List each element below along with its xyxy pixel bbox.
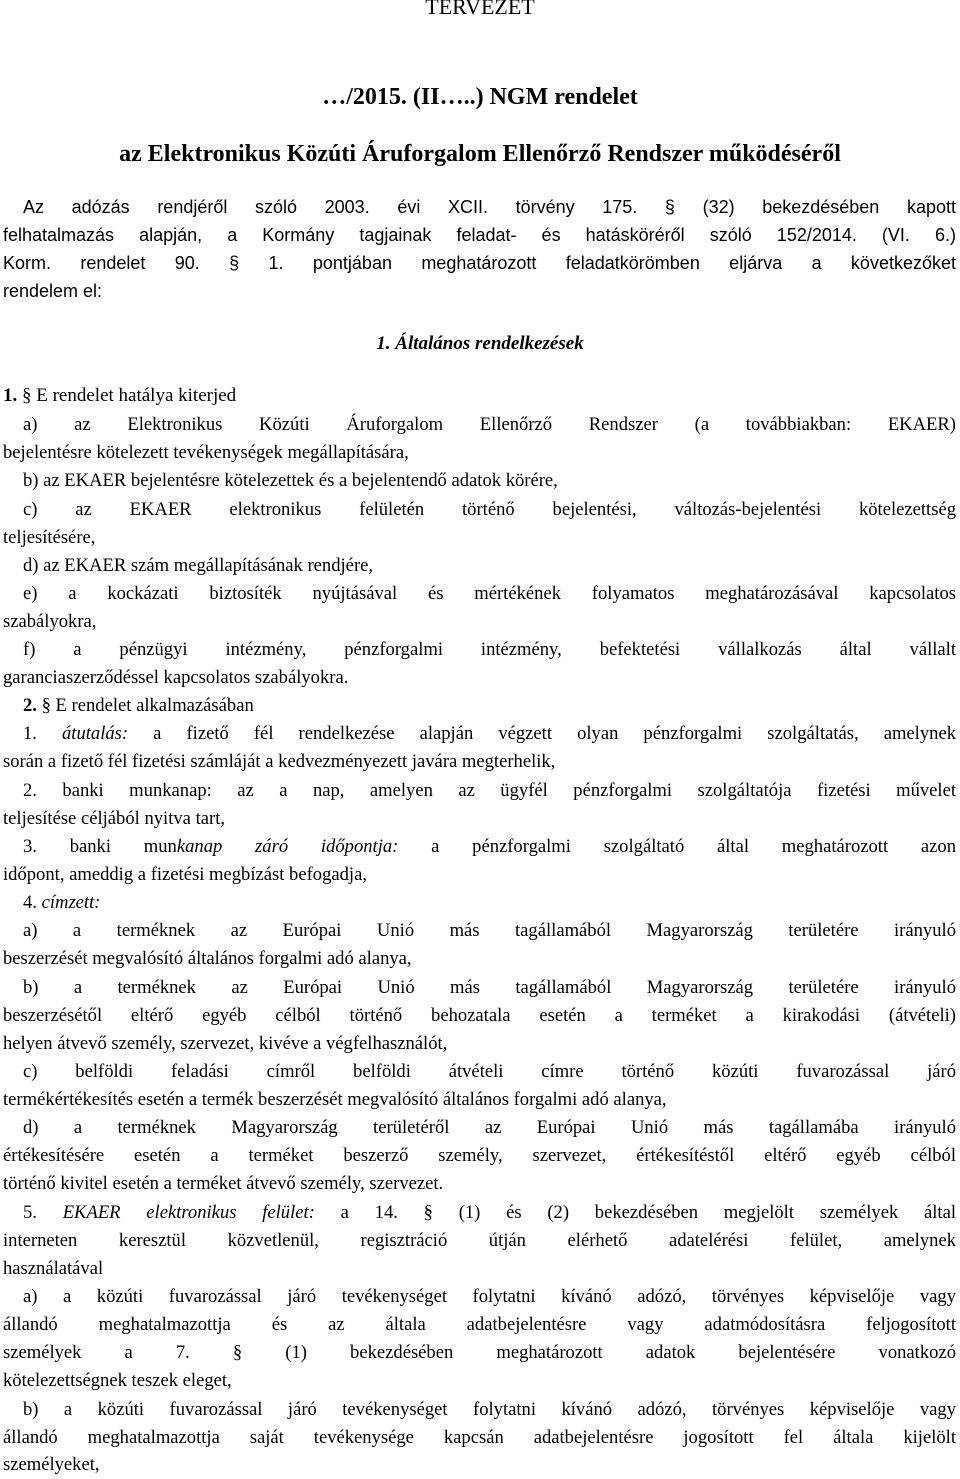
s2-point-5b-line-2: állandó meghatalmazottja saját tevékenysége kapcsán adatbejelentésre jogosított fel általa kijelölt: [3, 1427, 956, 1448]
section-2-intro: [3, 692, 956, 720]
s1-item-e-line-2: szabályokra,: [3, 611, 97, 632]
s1-item-a-line-2: bejelentésre kötelezett tevékenységek megállapítására,: [3, 442, 409, 463]
s2-point-4a-line-2: beszerzését megvalósító általános forgalmi adó alanya,: [3, 948, 412, 969]
section-1-text: § E rendelet hatálya kiterjed: [17, 385, 237, 406]
section-1-number: 1.: [3, 385, 18, 406]
s2-point-4c-line-2: termékértékesítés esetén a termék beszerzését megvalósító általános forgalmi adó alanya,: [3, 1089, 667, 1110]
s1-item-f-line-2: garanciaszerződéssel kapcsolatos szabályokra.: [3, 667, 349, 688]
s1-item-d: d) az EKAER szám megállapításának rendjére,: [23, 555, 374, 576]
preamble-line-2: felhatalmazás alapján, a Kormány tagjainak feladat- és hatásköréről szóló 152/2014. (VI. 6.): [3, 225, 956, 245]
decree-title: az Elektronikus Közúti Áruforgalom Ellenőrző Rendszer működéséről: [119, 141, 841, 167]
s2-point-5b-line-1: b) a közúti fuvarozással járó tevékenységet folytatni kívánó adózó, törvényes képviselője vagy: [23, 1399, 956, 1420]
s2-point-4b-line-3: helyen átvevő személy, szervezet, kivéve a végfelhasználót,: [3, 1033, 448, 1054]
s2-point-1-line-1: 1. átutalás: a fizető fél rendelkezése alapján végzett olyan pénzforgalmi szolgáltatás, amelynek: [23, 723, 956, 744]
section-1-intro: [3, 382, 956, 410]
s2-point-3-line-2: időpont, ameddig a fizetési megbízást befogadja,: [3, 864, 368, 885]
preamble-line-3: Korm. rendelet 90. § 1. pontjában meghatározott feladatkörömben eljárva a következőket: [3, 253, 956, 273]
s2-point-1-line-2: során a fizető fél fizetési számláját a kedvezményezett javára megterhelik,: [3, 751, 556, 772]
s2-point-5-line-3: használatával: [3, 1258, 104, 1279]
s2-point-2-line-2: teljesítése céljából nyitva tart,: [3, 808, 226, 829]
s1-item-c-line-2: teljesítésére,: [3, 527, 96, 548]
s2-point-5-line-1: 5. EKAER elektronikus felület: a 14. § (1) és (2) bekezdésében megjelölt személyek által: [23, 1202, 956, 1223]
s2-point-3-line-1: 3. banki munkanap záró időpontja: a pénzforgalmi szolgáltató által meghatározott azon: [23, 836, 956, 857]
chapter-heading: 1. Általános rendelkezések: [376, 333, 584, 354]
s2-point-4b-line-1: b) a terméknek az Európai Unió más tagállamából Magyarország területére irányuló: [23, 977, 956, 998]
s2-point-4a-line-1: a) a terméknek az Európai Unió más tagállamából Magyarország területére irányuló: [23, 920, 956, 941]
s2-point-4d-line-2: értékesítésére esetén a terméket beszerző személy, szervezet, értékesítéstől eltérő egyéb célból: [3, 1145, 956, 1166]
s2-point-5a-line-4: kötelezettségnek teszek eleget,: [3, 1370, 232, 1391]
term-zaro-idopont: kanap záró időpontja:: [176, 836, 399, 857]
s1-item-f-line-1: f) a pénzügyi intézmény, pénzforgalmi intézmény, befektetési vállalkozás által vállalt: [23, 639, 956, 660]
s2-point-5a-line-2: állandó meghatalmazottja és az általa adatbejelentésre vagy adatmódosításra feljogosított: [3, 1314, 956, 1335]
s1-item-b: b) az EKAER bejelentésre kötelezettek és a bejelentendő adatok körére,: [23, 470, 558, 491]
s1-item-c-line-1: c) az EKAER elektronikus felületén történő bejelentési, változás-bejelentési kötelezettség: [23, 499, 956, 520]
s2-point-2-line-1: 2. banki munkanap: az a nap, amelyen az ügyfél pénzforgalmi szolgáltatója fizetési művelet: [23, 780, 956, 801]
draft-label: TERVEZET: [425, 0, 535, 19]
term-ekaer-felulet: EKAER elektronikus felület:: [62, 1202, 315, 1223]
s2-point-5a-line-3: személyek a 7. § (1) bekezdésében meghatározott adatok bejelentésére vonatkozó: [3, 1342, 956, 1363]
s2-point-5b-line-3: személyeket,: [3, 1454, 100, 1475]
section-2-number: 2.: [23, 695, 37, 716]
section-2-text: § E rendelet alkalmazásában: [36, 695, 254, 716]
decree-number: …/2015. (II…..) NGM rendelet: [322, 84, 638, 110]
term-cimzett: címzett:: [41, 892, 101, 913]
s1-item-a-line-1: a) az Elektronikus Közúti Áruforgalom Ellenőrző Rendszer (a továbbiakban: EKAER): [23, 414, 956, 435]
preamble-line-4: rendelem el:: [3, 281, 103, 301]
s2-point-4c-line-1: c) belföldi feladási címről belföldi átvételi címre történő közúti fuvarozással járó: [23, 1061, 956, 1082]
s1-item-e-line-1: e) a kockázati biztosíték nyújtásával és mértékének folyamatos meghatározásával kapcsolatos: [23, 583, 956, 604]
s2-point-5-line-2: interneten keresztül közvetlenül, regisztráció útján elérhető adatelérési felület, amelynek: [3, 1230, 956, 1251]
s2-point-4d-line-3: történő kivitel esetén a terméket átvevő személy, szervezet.: [3, 1173, 444, 1194]
s2-point-4b-line-2: beszerzésétől eltérő egyéb célból történő behozatala esetén a terméket a kirakodási (átvételi): [3, 1005, 956, 1026]
term-atutalas: átutalás:: [62, 723, 129, 744]
s2-point-4d-line-1: d) a terméknek Magyarország területéről az Európai Unió más tagállamába irányuló: [23, 1117, 956, 1138]
s2-point-5a-line-1: a) a közúti fuvarozással járó tevékenységet folytatni kívánó adózó, törvényes képviselője vagy: [23, 1286, 956, 1307]
s2-point-4-line-1: 4. címzett:: [23, 892, 101, 913]
preamble-line-1: Az adózás rendjéről szóló 2003. évi XCII. törvény 175. § (32) bekezdésében kapott: [23, 197, 956, 217]
